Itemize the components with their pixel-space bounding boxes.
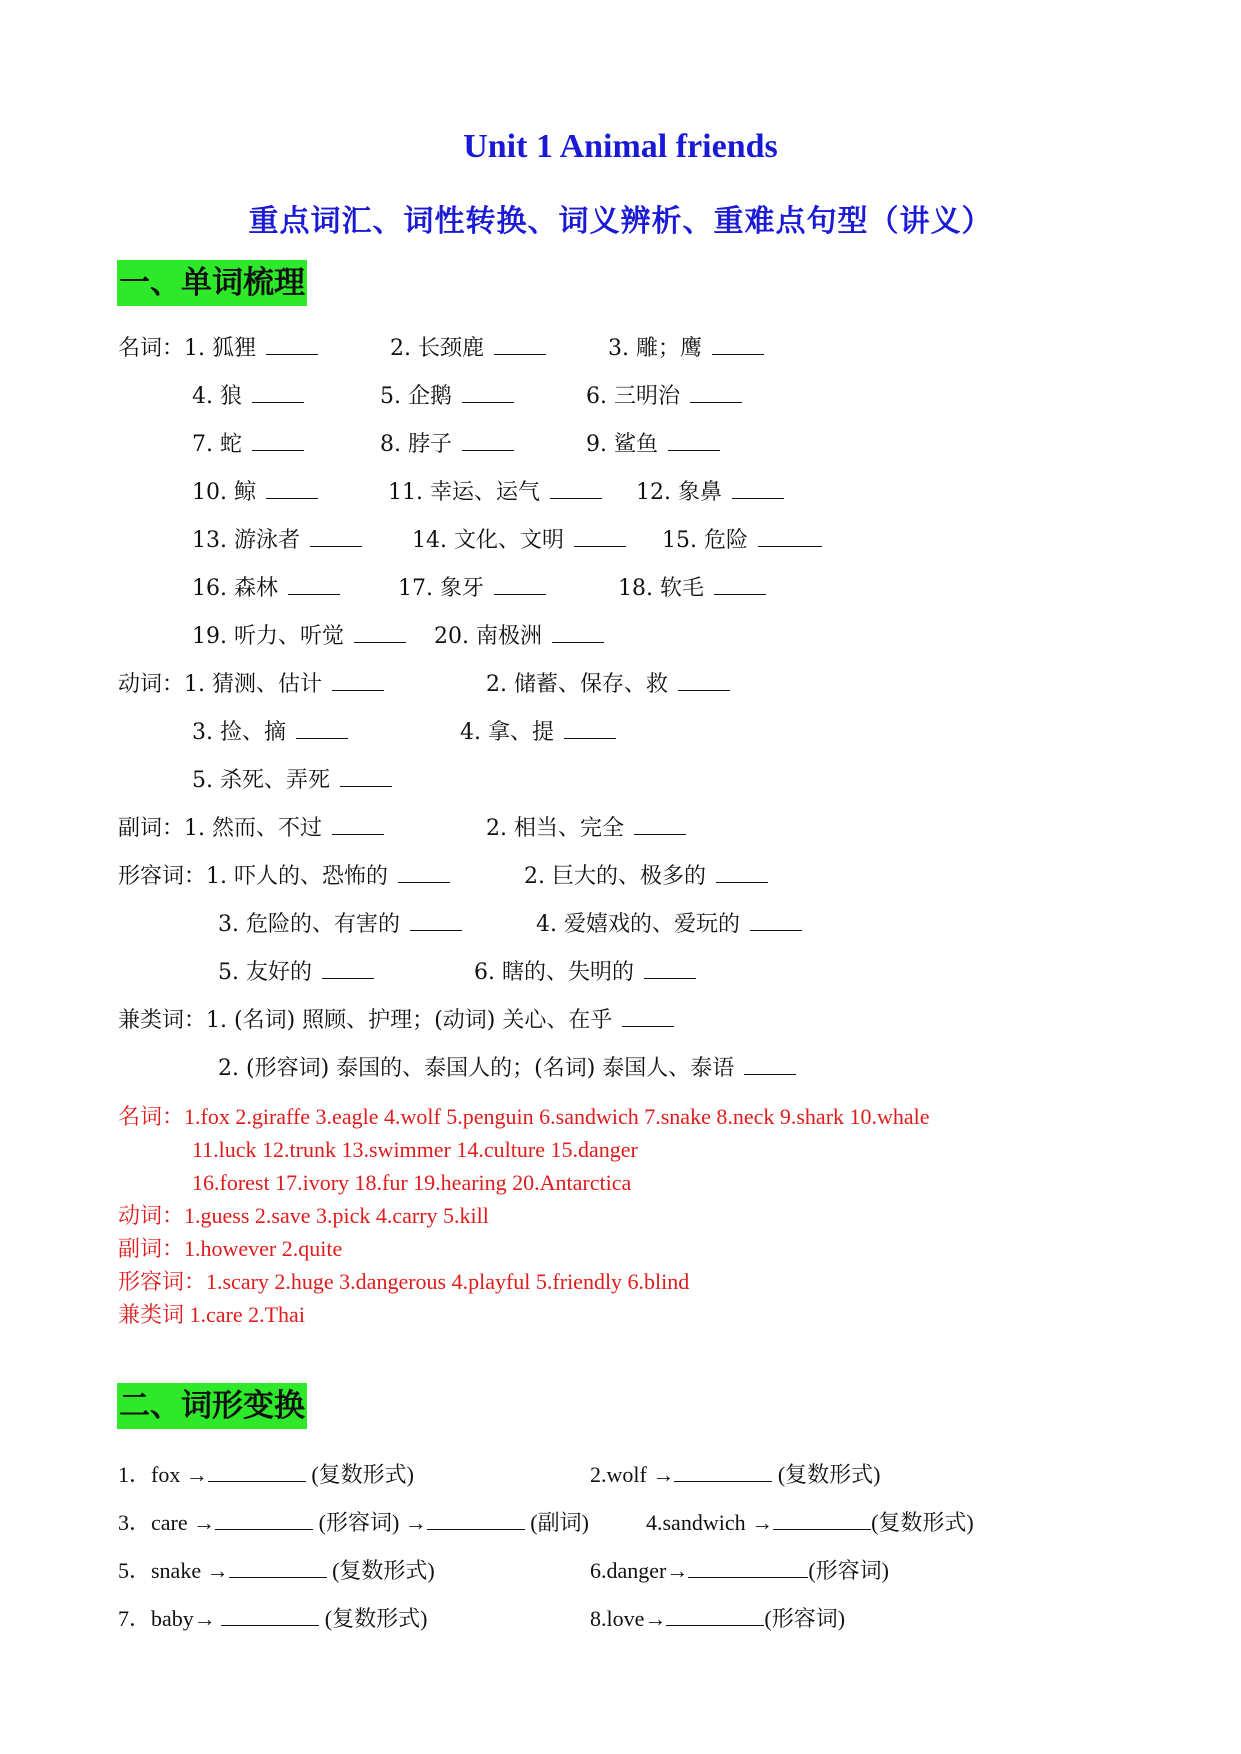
answer-blank[interactable]	[354, 622, 406, 643]
answer-blank[interactable]	[252, 382, 304, 403]
noun-item-19	[192, 622, 406, 652]
answer-blank[interactable]	[398, 862, 450, 883]
noun-item: 7. 蛇	[192, 432, 242, 457]
adverb-item: 2. 相当、完全	[486, 816, 624, 841]
exercise-hint: (形容词)	[808, 1558, 890, 1583]
answer-blank[interactable]	[288, 574, 340, 595]
multi-row-2	[218, 1054, 796, 1084]
noun-item-20	[434, 622, 604, 652]
adjective-item-4	[536, 910, 802, 940]
verbs-row-1	[118, 670, 384, 700]
exercise-hint: (副词)	[524, 1510, 589, 1535]
noun-item: 20. 南极洲	[434, 624, 542, 649]
answer-blank[interactable]	[340, 766, 392, 787]
adjective-item-6	[474, 958, 696, 988]
answer-blank[interactable]	[690, 382, 742, 403]
noun-item-13	[192, 526, 362, 556]
exercise-prompt: 7．baby→	[118, 1606, 222, 1631]
exercise-prompt: 6.danger→	[590, 1558, 689, 1583]
noun-item-2	[390, 334, 546, 364]
noun-item-7	[192, 430, 304, 460]
adjective-item: 3. 危险的、有害的	[218, 912, 400, 937]
adjectives-row-1	[118, 862, 450, 892]
answer-blank[interactable]	[552, 622, 604, 643]
answer-blank[interactable]	[332, 670, 384, 691]
adjective-item-2	[524, 862, 768, 892]
answer-blank[interactable]	[678, 670, 730, 691]
exercise-item-8	[590, 1604, 845, 1634]
noun-item: 10. 鲸	[192, 480, 256, 505]
noun-item-12	[636, 478, 784, 508]
adjective-item-5	[218, 958, 374, 988]
exercise-item-4	[646, 1508, 974, 1538]
exercise-hint: (形容词)	[764, 1606, 846, 1631]
answer-blank[interactable]	[712, 334, 764, 355]
answer-blank[interactable]	[266, 478, 318, 499]
adjective-item: 4. 爱嬉戏的、爱玩的	[536, 912, 740, 937]
adjectives-label: 形容词：	[118, 864, 207, 889]
noun-item: 8. 脖子	[380, 432, 452, 457]
exercise-blank[interactable]	[229, 1557, 327, 1578]
exercise-hint: (复数形式)	[305, 1462, 414, 1487]
multi-label: 兼类词：	[118, 1008, 207, 1033]
answer-blank[interactable]	[410, 910, 462, 931]
noun-item-11	[388, 478, 602, 508]
verbs-label: 动词：	[118, 672, 185, 697]
nouns-label: 名词：	[118, 336, 185, 361]
answer-blank[interactable]	[750, 910, 802, 931]
page-subtitle: 重点词汇、词性转换、词义辨析、重难点句型（讲义）	[248, 204, 993, 239]
multi-row-1	[118, 1006, 674, 1036]
adjective-item: 2. 巨大的、极多的	[524, 864, 706, 889]
exercise-blank[interactable]	[688, 1557, 808, 1578]
exercise-hint: (形容词) →	[313, 1510, 427, 1535]
answer-row-verbs: 动词：1.guess 2.save 3.pick 4.carry 5.kill	[118, 1203, 489, 1228]
exercise-item-1	[118, 1460, 414, 1490]
answer-blank[interactable]	[550, 478, 602, 499]
verb-item: 5. 杀死、弄死	[192, 768, 330, 793]
noun-item: 16. 森林	[192, 576, 278, 601]
answer-blank[interactable]	[714, 574, 766, 595]
answer-blank[interactable]	[462, 430, 514, 451]
noun-item: 5. 企鹅	[380, 384, 452, 409]
noun-item: 4. 狼	[192, 384, 242, 409]
exercise-blank[interactable]	[208, 1461, 306, 1482]
verb-item-3	[192, 718, 348, 748]
noun-item: 13. 游泳者	[192, 528, 300, 553]
page-title: Unit 1 Animal friends	[463, 128, 778, 165]
exercise-blank[interactable]	[215, 1509, 313, 1530]
noun-item: 9. 鲨鱼	[586, 432, 658, 457]
adverbs-label: 副词：	[118, 816, 185, 841]
answer-blank[interactable]	[296, 718, 348, 739]
adjective-item: 6. 瞎的、失明的	[474, 960, 634, 985]
noun-item: 18. 软毛	[618, 576, 704, 601]
exercise-blank[interactable]	[427, 1509, 525, 1530]
noun-item-5	[380, 382, 514, 412]
verb-item-4	[460, 718, 616, 748]
section-heading-word-forms: 二、词形变换	[117, 1383, 307, 1429]
verb-item: 1. 猜测、估计	[184, 672, 322, 697]
answer-key	[118, 1102, 1218, 1332]
answer-blank[interactable]	[634, 814, 686, 835]
answer-blank[interactable]	[716, 862, 768, 883]
nouns-row-1	[118, 334, 318, 364]
exercise-prompt: 4.sandwich →	[646, 1510, 774, 1535]
answer-blank[interactable]	[494, 574, 546, 595]
answer-blank[interactable]	[266, 334, 318, 355]
noun-item-9	[586, 430, 720, 460]
noun-item: 2. 长颈鹿	[390, 336, 484, 361]
noun-item-15	[662, 526, 822, 556]
noun-item-10	[192, 478, 318, 508]
exercise-item-6	[590, 1556, 889, 1586]
answer-blank[interactable]	[462, 382, 514, 403]
answer-blank[interactable]	[574, 526, 626, 547]
exercise-item-2	[590, 1460, 880, 1490]
noun-item-3	[608, 334, 764, 364]
noun-item-8	[380, 430, 514, 460]
verb-item-5	[192, 766, 392, 796]
answer-row-nouns-1: 名词：1.fox 2.giraffe 3.eagle 4.wolf 5.penguin 6.sandwich 7.snake 8.neck 9.shark 10.whale	[118, 1104, 930, 1129]
answer-row-adjectives: 形容词：1.scary 2.huge 3.dangerous 4.playful 5.friendly 6.blind	[118, 1269, 690, 1294]
noun-item-17	[398, 574, 546, 604]
adverbs-row	[118, 814, 384, 844]
noun-item-18	[618, 574, 766, 604]
answer-blank[interactable]	[744, 1054, 796, 1075]
answer-blank[interactable]	[252, 430, 304, 451]
section-heading-vocabulary: 一、单词梳理	[117, 260, 307, 306]
exercise-blank[interactable]	[674, 1461, 772, 1482]
exercise-hint: (复数形式)	[871, 1510, 974, 1535]
adjective-item: 5. 友好的	[218, 960, 312, 985]
exercise-hint: (复数形式)	[326, 1558, 435, 1583]
noun-item-4	[192, 382, 304, 412]
answer-row-nouns-3: 16.forest 17.ivory 18.fur 19.hearing 20.Antarctica	[192, 1170, 632, 1195]
answer-blank[interactable]	[322, 958, 374, 979]
adverb-item-2	[486, 814, 686, 844]
verb-item: 2. 储蓄、保存、救	[486, 672, 668, 697]
answer-blank[interactable]	[758, 526, 822, 547]
verb-item: 4. 拿、提	[460, 720, 554, 745]
exercise-prompt: 5．snake →	[118, 1558, 229, 1583]
exercise-blank[interactable]	[773, 1509, 871, 1530]
noun-item: 6. 三明治	[586, 384, 680, 409]
answer-row-multi: 兼类词 1.care 2.Thai	[118, 1302, 305, 1327]
noun-item: 1. 狐狸	[184, 336, 256, 361]
exercise-hint: (复数形式)	[772, 1462, 881, 1487]
answer-blank[interactable]	[668, 430, 720, 451]
noun-item: 15. 危险	[662, 528, 748, 553]
answer-row-nouns-2: 11.luck 12.trunk 13.swimmer 14.culture 15.danger	[192, 1137, 638, 1162]
answer-blank[interactable]	[564, 718, 616, 739]
answer-blank[interactable]	[494, 334, 546, 355]
verb-item: 3. 捡、摘	[192, 720, 286, 745]
exercise-prompt: 3．care →	[118, 1510, 216, 1535]
noun-item: 14. 文化、文明	[412, 528, 564, 553]
exercise-item-3	[118, 1508, 589, 1538]
answer-blank[interactable]	[310, 526, 362, 547]
multi-item: 1. (名词) 照顾、护理；(动词) 关心、在乎	[206, 1008, 613, 1033]
answer-blank[interactable]	[332, 814, 384, 835]
exercise-blank[interactable]	[221, 1605, 319, 1626]
exercise-prompt: 8.love→	[590, 1606, 667, 1631]
answer-blank[interactable]	[644, 958, 696, 979]
multi-item: 2. (形容词) 泰国的、泰国人的；(名词) 泰国人、泰语	[218, 1056, 735, 1081]
noun-item-16	[192, 574, 340, 604]
adjective-item: 1. 吓人的、恐怖的	[206, 864, 388, 889]
adjective-item-3	[218, 910, 462, 940]
exercise-blank[interactable]	[666, 1605, 764, 1626]
noun-item-6	[586, 382, 742, 412]
answer-blank[interactable]	[622, 1006, 674, 1027]
adverb-item: 1. 然而、不过	[184, 816, 322, 841]
noun-item: 11. 幸运、运气	[388, 480, 540, 505]
noun-item: 19. 听力、听觉	[192, 624, 344, 649]
verb-item-2	[486, 670, 730, 700]
noun-item: 17. 象牙	[398, 576, 484, 601]
exercise-hint: (复数形式)	[319, 1606, 428, 1631]
exercise-prompt: 2.wolf →	[590, 1462, 675, 1487]
noun-item: 3. 雕；鹰	[608, 336, 702, 361]
noun-item-14	[412, 526, 626, 556]
answer-row-adverbs: 副词：1.however 2.quite	[118, 1236, 343, 1261]
answer-blank[interactable]	[732, 478, 784, 499]
exercise-prompt: 1．fox →	[118, 1462, 208, 1487]
exercise-item-7	[118, 1604, 427, 1634]
noun-item: 12. 象鼻	[636, 480, 722, 505]
exercise-item-5	[118, 1556, 435, 1586]
